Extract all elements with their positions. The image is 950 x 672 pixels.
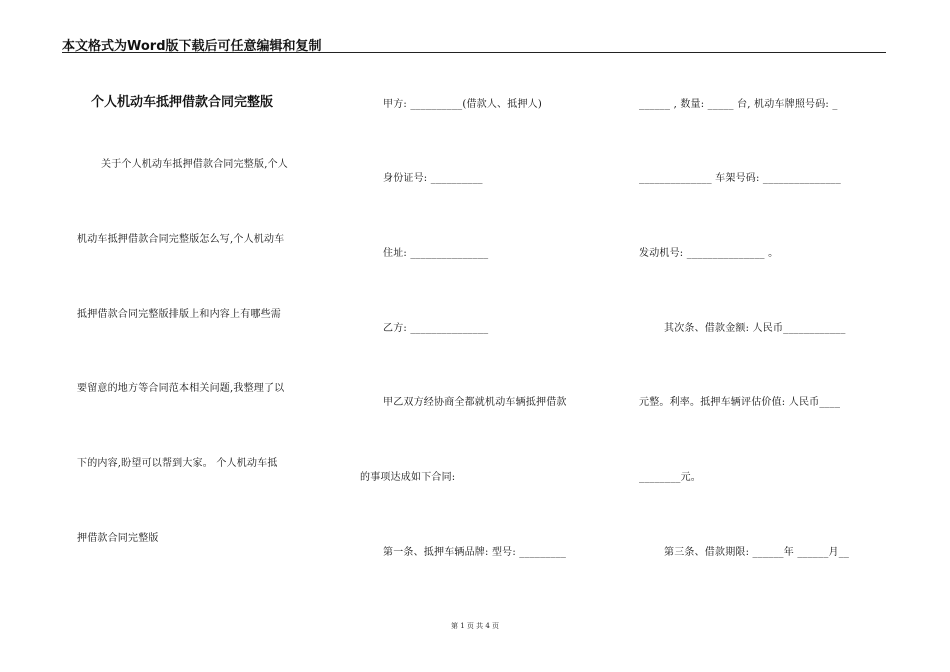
col2-line-2: 身份证号: __________ (383, 173, 483, 184)
page-number: 第 1 页 共 4 页 (450, 622, 500, 630)
document-title: 个人机动车抵押借款合同完整版 (91, 95, 274, 110)
col3-line-5: 元整。利率。抵押车辆评估价值: 人民币____ (639, 397, 841, 408)
col1-line-1: 关于个人机动车抵押借款合同完整版,个人 (101, 159, 288, 170)
page-header (62, 34, 886, 53)
col1-line-3: 抵押借款合同完整版排版上和内容上有哪些需 (77, 309, 281, 320)
col3-line-7: 第三条、借款期限: ______年 ______月__ (664, 547, 850, 558)
col2-line-6: 的事项达成如下合同: (360, 472, 456, 483)
col3-line-6: ________元。 (639, 472, 701, 483)
col1-line-6: 押借款合同完整版 (77, 533, 159, 544)
col1-line-5: 下的内容,盼望可以帮到大家。 个人机动车抵 (77, 458, 278, 469)
col3-line-3: 发动机号: _______________ 。 (639, 248, 779, 259)
col2-line-1: 甲方: __________(借款人、抵押人) (383, 99, 542, 110)
col3-line-4: 其次条、借款金额: 人民币____________ (664, 323, 846, 334)
col1-line-4: 要留意的地方等合同范本相关问题,我整理了以 (77, 383, 285, 394)
col2-line-3: 住址: _______________ (383, 248, 489, 259)
col3-line-2: ______________ 车架号码: _______________ (639, 173, 841, 184)
header-title: 本文格式为Word版下载后可任意编辑和复制 (62, 39, 322, 54)
col2-line-5: 甲乙双方经协商全都就机动车辆抵押借款 (383, 397, 567, 408)
col3-line-1: ______ , 数量: _____ 台, 机动车牌照号码: _ (639, 99, 838, 110)
col2-line-4: 乙方: _______________ (383, 323, 489, 334)
col1-line-2: 机动车抵押借款合同完整版怎么写,个人机动车 (77, 234, 285, 245)
col2-line-7: 第一条、抵押车辆品牌: 型号: _________ (383, 547, 567, 558)
